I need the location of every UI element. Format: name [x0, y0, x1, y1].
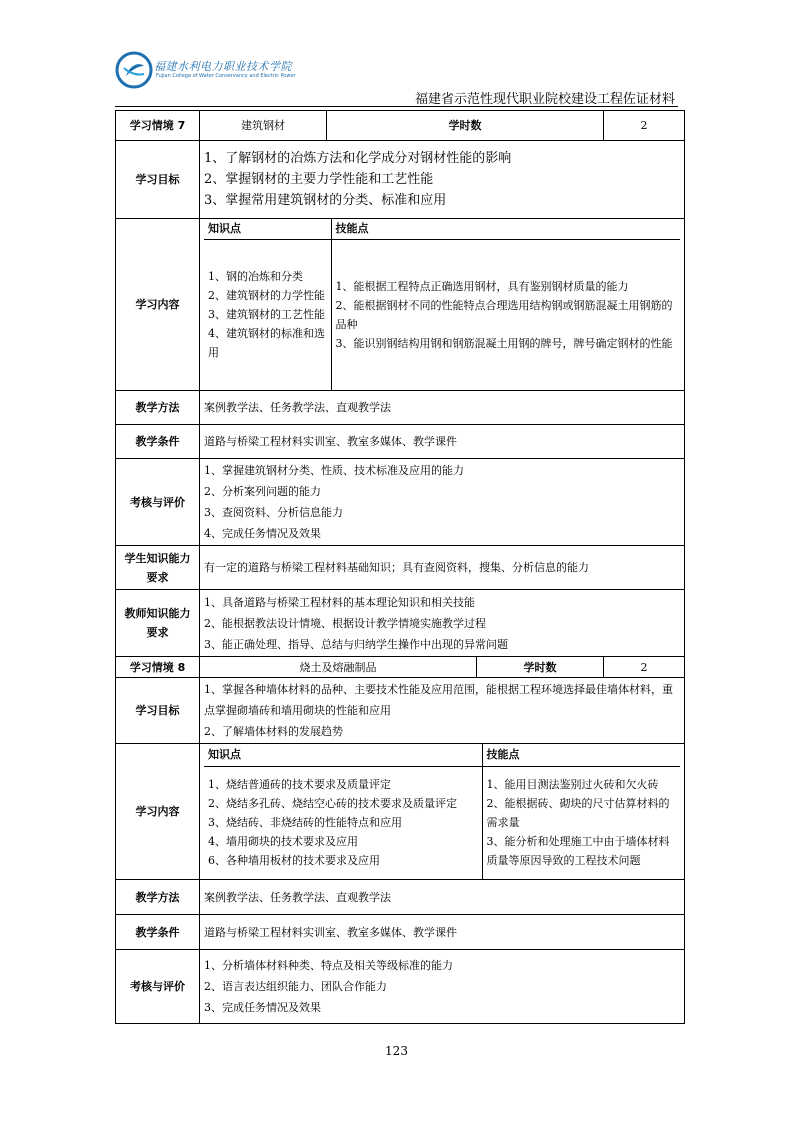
s8-hours-label: 学时数 — [477, 657, 604, 678]
s7-knowledge-header: 知识点 — [204, 219, 331, 239]
s8-goal-label: 学习目标 — [116, 678, 200, 744]
s7-content-table — [204, 219, 680, 390]
s7-skill-header: 技能点 — [331, 219, 680, 239]
s8-assess-label: 考核与评价 — [116, 950, 200, 1024]
s8-condition-label: 教学条件 — [116, 915, 200, 950]
s8-content-row — [116, 744, 685, 880]
assess-item: 1、分析墙体材料种类、特点及相关等级标准的能力 — [204, 959, 453, 972]
college-logo — [114, 50, 296, 90]
s8-skill-list — [482, 766, 680, 879]
knowledge-item: 1、烧结普通砖的技术要求及质量评定 — [208, 778, 391, 792]
s7-teacher-row — [116, 590, 685, 657]
s7-teacher — [200, 590, 685, 657]
s7-method: 案例教学法、任务教学法、直观教学法 — [200, 391, 685, 425]
teacher-item: 3、能正确处理、指导、总结与归纳学生操作中出现的异常问题 — [204, 637, 508, 651]
assess-item: 2、语言表达组织能力、团队合作能力 — [204, 980, 387, 993]
s7-method-row — [116, 391, 685, 425]
logo-english-name: Fujian College of Water Conservancy and Electric Power — [156, 73, 296, 79]
assess-item: 3、查阅资料、分析信息能力 — [204, 506, 343, 519]
logo-chinese-name: 福建水利电力职业技术学院 — [154, 60, 292, 73]
s8-knowledge-list — [204, 766, 482, 879]
s8-goal-item: 2、了解墙体材料的发展趋势 — [204, 725, 343, 738]
s7-condition-row — [116, 425, 685, 459]
s8-name: 烧土及熔融制品 — [200, 657, 477, 678]
s8-hours: 2 — [604, 657, 685, 678]
s7-knowledge-list — [204, 239, 331, 390]
s7-student-row — [116, 546, 685, 590]
s7-goal-item: 2、掌握钢材的主要力学性能和工艺性能 — [204, 172, 434, 187]
s7-hours: 2 — [604, 111, 685, 141]
s7-student-label: 学生知识能力要求 — [116, 546, 200, 590]
knowledge-item: 6、各种墙用板材的技术要求及应用 — [208, 854, 380, 868]
document-header-title: 福建省示范性现代职业院校建设工程佐证材料 — [414, 92, 675, 107]
assess-item: 4、完成任务情况及效果 — [204, 527, 321, 540]
assess-item: 1、掌握建筑钢材分类、性质、技术标准及应用的能力 — [204, 464, 464, 477]
skill-item: 1、能用目测法鉴别过火砖和欠火砖 — [486, 778, 659, 792]
curriculum-table — [115, 110, 685, 1024]
s7-goals — [200, 141, 685, 219]
knowledge-item: 2、烧结多孔砖、烧结空心砖的技术要求及质量评定 — [208, 797, 457, 811]
s8-content-label: 学习内容 — [116, 744, 200, 880]
s8-skill-header: 技能点 — [482, 744, 680, 766]
s7-content-row — [116, 219, 685, 391]
s7-condition: 道路与桥梁工程材料实训室、教室多媒体、教学课件 — [200, 425, 685, 459]
s8-method-row — [116, 880, 685, 915]
s8-label: 学习情境 8 — [116, 657, 200, 678]
college-emblem-icon — [114, 50, 154, 90]
knowledge-item: 3、烧结砖、非烧结砖的性能特点和应用 — [208, 816, 402, 830]
s8-goal-row — [116, 678, 685, 744]
s7-label: 学习情境 7 — [116, 111, 200, 141]
s8-assess-row — [116, 950, 685, 1024]
s7-goal-item: 1、了解钢材的冶炼方法和化学成分对钢材性能的影响 — [204, 151, 512, 166]
s7-assess-row — [116, 459, 685, 546]
assess-item: 2、分析案列问题的能力 — [204, 485, 321, 498]
s7-student: 有一定的道路与桥梁工程材料基础知识；具有查阅资料，搜集、分析信息的能力 — [200, 546, 685, 590]
s7-method-label: 教学方法 — [116, 391, 200, 425]
s7-hours-label: 学时数 — [327, 111, 604, 141]
s7-assess-label: 考核与评价 — [116, 459, 200, 546]
s7-goal-item: 3、掌握常用建筑钢材的分类、标准和应用 — [204, 193, 447, 208]
teacher-item: 2、能根据教法设计情境、根据设计教学情境实施教学过程 — [204, 616, 486, 630]
s7-goal-label: 学习目标 — [116, 141, 200, 219]
teacher-item: 1、具备道路与桥梁工程材料的基本理论知识和相关技能 — [204, 595, 475, 609]
s8-condition: 道路与桥梁工程材料实训室、教室多媒体、教学课件 — [200, 915, 685, 950]
skill-item: 3、能分析和处理施工中由于墙体材料质量等原因导致的工程技术问题 — [486, 835, 670, 868]
s8-content-table — [204, 744, 680, 879]
skill-item: 1、能根据工程特点正确选用钢材，具有鉴别钢材质量的能力 — [335, 279, 629, 293]
s8-goal-item: 1、掌握各种墙体材料的品种、主要技术性能及应用范围，能根据工程环境选择最佳墙体材料，重点掌握砌墙砖和墙用砌块的性能和应用 — [204, 683, 673, 717]
header-rule — [115, 106, 678, 107]
page-number: 123 — [385, 1044, 408, 1058]
s7-name: 建筑钢材 — [200, 111, 327, 141]
s8-condition-row — [116, 915, 685, 950]
knowledge-item: 4、建筑钢材的标准和选用 — [208, 327, 325, 360]
skill-item: 2、能根据钢材不同的性能特点合理选用结构钢或钢筋混凝土用钢筋的品种 — [335, 298, 673, 331]
s8-title-row — [116, 657, 685, 678]
s7-assess — [200, 459, 685, 546]
skill-item: 3、能识别钢结构用钢和钢筋混凝土用钢的牌号，牌号确定钢材的性能 — [335, 336, 673, 350]
assess-item: 3、完成任务情况及效果 — [204, 1001, 321, 1014]
s8-knowledge-header: 知识点 — [204, 744, 482, 766]
s8-goals — [200, 678, 685, 744]
s8-method: 案例教学法、任务教学法、直观教学法 — [200, 880, 685, 915]
s7-content-label: 学习内容 — [116, 219, 200, 391]
skill-item: 2、能根据砖、砌块的尺寸估算材料的需求量 — [486, 797, 670, 830]
s8-assess — [200, 950, 685, 1024]
knowledge-item: 3、建筑钢材的工艺性能 — [208, 308, 325, 322]
knowledge-item: 2、建筑钢材的力学性能 — [208, 289, 325, 303]
s7-condition-label: 教学条件 — [116, 425, 200, 459]
s7-goal-row — [116, 141, 685, 219]
s7-skill-list — [331, 239, 680, 390]
s7-teacher-label: 教师知识能力要求 — [116, 590, 200, 657]
s8-method-label: 教学方法 — [116, 880, 200, 915]
knowledge-item: 1、钢的冶炼和分类 — [208, 270, 303, 284]
knowledge-item: 4、墙用砌块的技术要求及应用 — [208, 835, 358, 849]
s7-title-row — [116, 111, 685, 141]
